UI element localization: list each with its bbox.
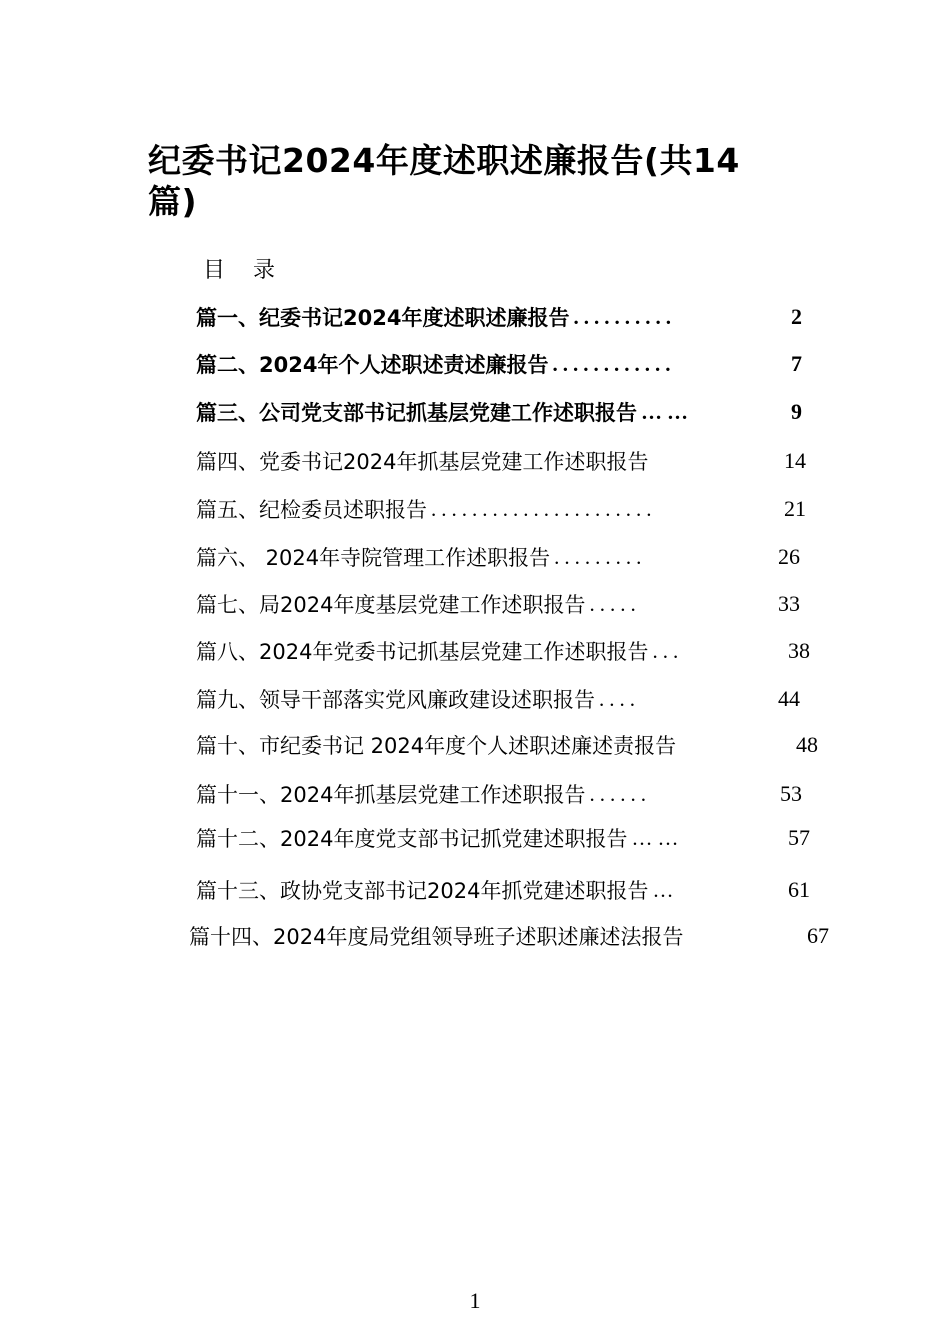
toc-leader-dots: …… (641, 399, 693, 424)
toc-entry-label: 篇十四、2024年度局党组领导班子述职述廉述法报告 (189, 925, 684, 949)
toc-entry-page: 9 (791, 399, 802, 424)
toc-entry-page: 61 (788, 877, 810, 902)
toc-entry-page: 57 (788, 825, 810, 850)
toc-entry-13[interactable] (196, 873, 810, 907)
toc-leader-dots: .... (599, 686, 640, 711)
toc-entry-page: 2 (791, 304, 802, 329)
toc-leader-dots: …… (631, 825, 684, 850)
toc-entry-label: 篇十、市纪委书记 2024年度个人述职述廉述责报告 (196, 734, 677, 758)
page-number: 1 (469, 1288, 481, 1313)
toc-entry-7[interactable] (196, 587, 800, 621)
toc-entry-page: 67 (807, 923, 829, 948)
toc-entry-page: 48 (796, 732, 818, 757)
toc-entry-4[interactable] (196, 444, 806, 478)
toc-entry-label: 篇六、 2024年寺院管理工作述职报告 (196, 546, 551, 570)
toc-entry-1[interactable] (196, 300, 802, 334)
toc-leader-dots: ...................... (431, 496, 657, 521)
toc-entry-page: 33 (778, 591, 800, 616)
toc-entry-10[interactable] (196, 728, 818, 762)
toc-entry-page: 21 (784, 496, 806, 521)
toc-entry-12[interactable] (196, 821, 810, 855)
toc-entry-label: 篇十一、2024年抓基层党建工作述职报告 (196, 783, 586, 807)
toc-leader-dots: ..... (589, 591, 641, 616)
toc-entry-label: 篇九、领导干部落实党风廉政建设述职报告 (196, 688, 595, 712)
toc-entry-page: 38 (788, 638, 810, 663)
toc-leader-dots: ...... (589, 781, 651, 806)
toc-entry-11[interactable] (196, 777, 802, 811)
toc-entry-page: 26 (778, 544, 800, 569)
toc-entry-page: 7 (791, 351, 802, 376)
toc-entry-2[interactable] (196, 347, 802, 381)
toc-leader-dots: .......... (573, 304, 676, 329)
toc-entry-page: 53 (780, 781, 802, 806)
toc-heading: 目录 (203, 258, 304, 283)
document-title: 纪委书记2024年度述职述廉报告(共14篇) (148, 141, 740, 221)
toc-entry-5[interactable] (196, 492, 806, 526)
toc-entry-label: 篇一、纪委书记2024年度述职述廉报告 (196, 306, 570, 330)
toc-entry-label: 篇二、2024年个人述职述责述廉报告 (196, 353, 549, 377)
toc-leader-dots: ......... (554, 544, 647, 569)
toc-entry-9[interactable] (196, 682, 800, 716)
toc-entry-label: 篇三、公司党支部书记抓基层党建工作述职报告 (196, 401, 637, 425)
toc-entry-14[interactable] (189, 919, 829, 953)
toc-entry-label: 篇十三、政协党支部书记2024年抓党建述职报告 (196, 879, 649, 903)
toc-leader-dots: ... (652, 638, 684, 663)
toc-entry-6[interactable] (196, 540, 800, 574)
toc-entry-8[interactable] (196, 634, 810, 668)
toc-entry-label: 篇七、局2024年度基层党建工作述职报告 (196, 593, 586, 617)
toc-entry-label: 篇八、2024年党委书记抓基层党建工作述职报告 (196, 640, 649, 664)
toc-leader-dots: … (652, 877, 679, 902)
toc-entry-3[interactable] (196, 395, 802, 429)
toc-leader-dots: ............ (552, 351, 676, 376)
toc-entry-page: 44 (778, 686, 800, 711)
toc-entry-label: 篇五、纪检委员述职报告 (196, 498, 427, 522)
toc-entry-label: 篇十二、2024年度党支部书记抓党建述职报告 (196, 827, 628, 851)
toc-entry-label: 篇四、党委书记2024年抓基层党建工作述职报告 (196, 450, 649, 474)
toc-entry-page: 14 (784, 448, 806, 473)
